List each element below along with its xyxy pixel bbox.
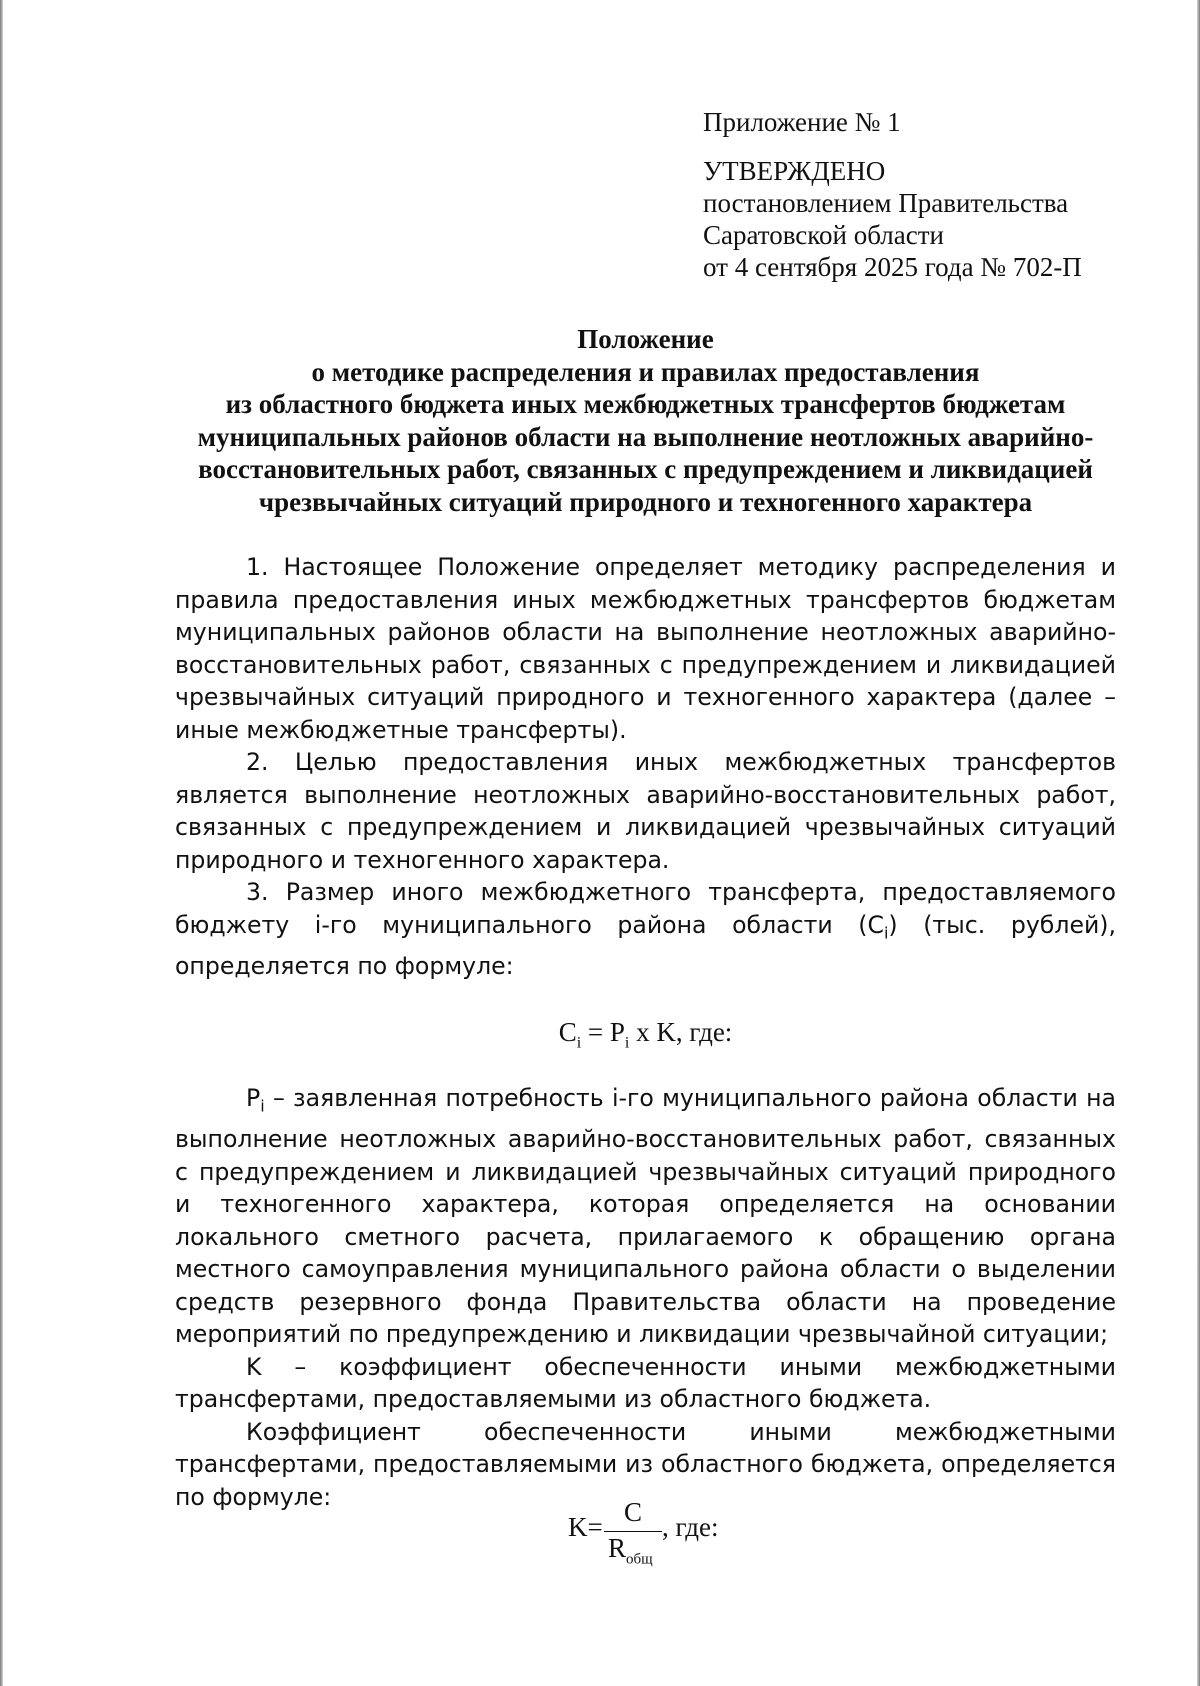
paragraph-2: 2. Целью предоставления иных межбюджетных трансфертов является выполнение неотложных аварийно-восстановительных работ, связанных с предупреждением и ликвидацией чрезвычайных ситуаций природного и техногенного характера. (175, 748, 1116, 874)
paragraph-3 (175, 876, 1116, 982)
formula-ci-c-sub: i (576, 1034, 582, 1052)
paragraph-pi-definition (175, 1082, 1116, 1351)
formula-ci-c: C (558, 1017, 577, 1048)
paragraph-k-formula-intro: Коэффициент обеспеченности иными межбюджетными трансфертами, предоставляемыми из областного бюджета, определяется по формуле: (175, 1417, 1116, 1511)
document-title (175, 323, 1116, 518)
formula-k-denominator (604, 1532, 662, 1575)
title-line-4: муниципальных районов области на выполнение неотложных аварийно- (197, 421, 1094, 452)
title-line-2: о методике распределения и правилах предоставления (311, 356, 980, 387)
pi-subscript: i (260, 1096, 265, 1116)
formula-ci-eq: = P (581, 1017, 625, 1048)
formula-k-numerator: C (623, 1497, 642, 1527)
paragraph-3-text-b: ) (тыс. рублей), определяется по формуле: (175, 910, 1116, 980)
pi-definition-text: – заявленная потребность i-го муниципального района области на выполнение неотложных аварийно-восстановительных работ, связанных с предупреждением и ликвидацией чрезвычайных ситуаций природного и техногенного характера, которая определяется на основании локального сметного расчета, прилагаемого к обращению органа местного самоуправления муниципального района области о выделении средств резервного фонда Правительства области на проведение мероприятий по предупреждению и ликвидации чрезвычайной ситуации; (175, 1084, 1116, 1349)
title-line-6: чрезвычайных ситуаций природного и техногенного характера (258, 486, 1033, 517)
formula-ci-p-sub: i (624, 1034, 630, 1052)
appendix-label: Приложение № 1 (703, 107, 901, 137)
formula-k-denominator-sub: общ (626, 1551, 653, 1568)
formula-k-denominator-r: R (608, 1533, 627, 1563)
title-line-3: из областного бюджета иных межбюджетных трансфертов бюджетам (225, 389, 1066, 419)
formula-k-lhs: K= (568, 1512, 603, 1542)
formula-ci-rest: x K, где: (629, 1017, 733, 1048)
formula-k-tail: , где: (662, 1512, 719, 1542)
approval-line-1: постановлением Правительства (703, 188, 1069, 218)
approval-line-2: Саратовской области (703, 220, 944, 250)
paragraph-k-definition: K – коэффициент обеспеченности иными межбюджетными трансфертами, предоставляемыми из областного бюджета. (175, 1352, 1116, 1414)
title-line-5: восстановительных работ, связанных с предупреждением и ликвидацией (198, 454, 1093, 484)
approved-label: УТВЕРЖДЕНО (703, 156, 886, 186)
pi-symbol: P (246, 1084, 261, 1113)
paragraph-1: 1. Настоящее Положение определяет методику распределения и правила предоставления иных межбюджетных трансфертов бюджетам муниципальных районов области на выполнение неотложных аварийно-восстановительных работ, связанных с предупреждением и ликвидацией чрезвычайных ситуаций природного и техногенного характера (далее – иные межбюджетные трансферты). (175, 553, 1116, 744)
formula-ci (175, 982, 1116, 1082)
paragraph-3-subscript: i (883, 923, 889, 943)
approval-block (703, 106, 1163, 283)
paragraph-3-text-a: 3. Размер иного межбюджетного трансферта, предоставляемого бюджету i-го муниципального района области (C (175, 878, 1116, 939)
scan-edge-left (0, 0, 3, 1686)
formula-k-fraction (604, 1497, 662, 1575)
document-body (175, 551, 1116, 1513)
approval-line-3: от 4 сентября 2025 года № 702-П (703, 252, 1082, 282)
title-line-1: Положение (577, 324, 714, 354)
